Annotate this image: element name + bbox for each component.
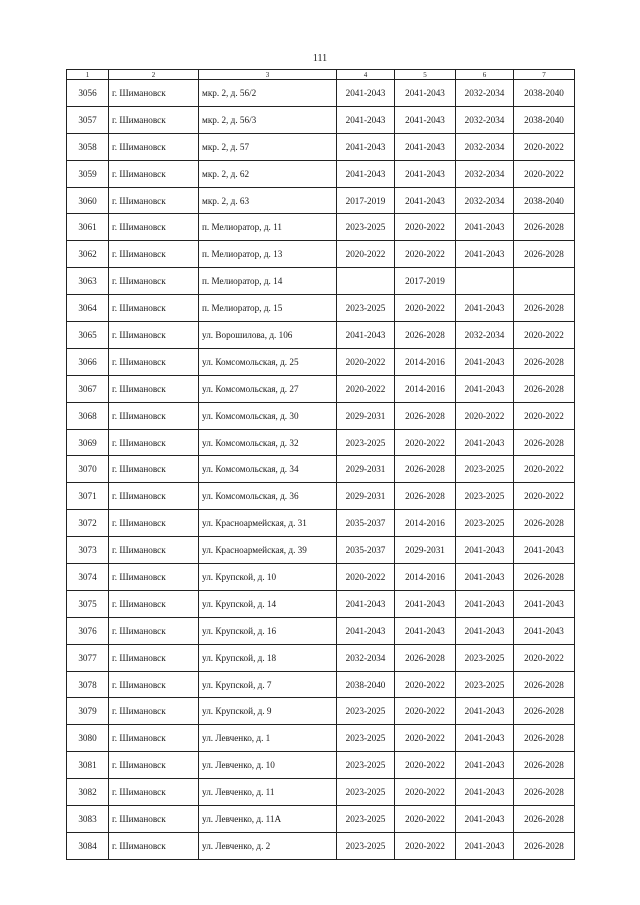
row-number: 3079 (67, 698, 109, 725)
period-col7-cell: 2041-2043 (514, 537, 575, 564)
row-number: 3060 (67, 187, 109, 214)
address-cell: п. Мелиоратор, д. 11 (199, 214, 337, 241)
row-number: 3071 (67, 483, 109, 510)
period-col5-cell: 2029-2031 (395, 537, 456, 564)
table-row (67, 510, 575, 537)
period-col7-cell: 2026-2028 (514, 564, 575, 591)
period-col4-cell: 2023-2025 (337, 698, 395, 725)
period-col6-cell: 2023-2025 (456, 483, 514, 510)
period-col4-cell: 2023-2025 (337, 295, 395, 322)
period-col5-cell: 2020-2022 (395, 671, 456, 698)
row-number: 3066 (67, 348, 109, 375)
period-col7-cell: 2020-2022 (514, 160, 575, 187)
city-cell: г. Шимановск (109, 295, 199, 322)
row-number: 3070 (67, 456, 109, 483)
address-cell: мкр. 2, д. 62 (199, 160, 337, 187)
period-col6-cell: 2041-2043 (456, 295, 514, 322)
row-number: 3083 (67, 806, 109, 833)
column-number-4: 4 (337, 70, 395, 80)
address-cell: ул. Левченко, д. 11 (199, 779, 337, 806)
period-col4-cell: 2020-2022 (337, 564, 395, 591)
table-row (67, 268, 575, 295)
period-col4-cell: 2032-2034 (337, 644, 395, 671)
period-col4-cell: 2023-2025 (337, 752, 395, 779)
period-col4-cell: 2023-2025 (337, 832, 395, 859)
period-col4-cell: 2041-2043 (337, 160, 395, 187)
period-col7-cell: 2026-2028 (514, 510, 575, 537)
table-row (67, 806, 575, 833)
period-col5-cell: 2014-2016 (395, 564, 456, 591)
period-col4-cell: 2041-2043 (337, 590, 395, 617)
row-number: 3065 (67, 322, 109, 349)
table-row (67, 671, 575, 698)
period-col6-cell (456, 268, 514, 295)
table-row (67, 617, 575, 644)
period-col5-cell: 2020-2022 (395, 429, 456, 456)
period-col5-cell: 2020-2022 (395, 295, 456, 322)
address-cell: ул. Красноармейская, д. 39 (199, 537, 337, 564)
period-col6-cell: 2041-2043 (456, 779, 514, 806)
row-number: 3072 (67, 510, 109, 537)
column-number-6: 6 (456, 70, 514, 80)
period-col5-cell: 2041-2043 (395, 133, 456, 160)
city-cell: г. Шимановск (109, 322, 199, 349)
table-row (67, 160, 575, 187)
period-col5-cell: 2041-2043 (395, 590, 456, 617)
period-col4-cell: 2041-2043 (337, 106, 395, 133)
column-number-5: 5 (395, 70, 456, 80)
table-row (67, 698, 575, 725)
city-cell: г. Шимановск (109, 160, 199, 187)
city-cell: г. Шимановск (109, 537, 199, 564)
city-cell: г. Шимановск (109, 564, 199, 591)
period-col7-cell: 2020-2022 (514, 322, 575, 349)
row-number: 3061 (67, 214, 109, 241)
period-col4-cell: 2029-2031 (337, 456, 395, 483)
period-col7-cell: 2026-2028 (514, 806, 575, 833)
city-cell: г. Шимановск (109, 375, 199, 402)
period-col5-cell: 2020-2022 (395, 698, 456, 725)
address-cell: ул. Комсомольская, д. 30 (199, 402, 337, 429)
period-col7-cell: 2026-2028 (514, 698, 575, 725)
row-number: 3062 (67, 241, 109, 268)
period-col6-cell: 2041-2043 (456, 617, 514, 644)
page-number: 111 (312, 53, 328, 64)
period-col6-cell: 2023-2025 (456, 671, 514, 698)
period-col7-cell: 2038-2040 (514, 80, 575, 107)
period-col5-cell: 2020-2022 (395, 806, 456, 833)
city-cell: г. Шимановск (109, 80, 199, 107)
column-number-2: 2 (109, 70, 199, 80)
table-row (67, 429, 575, 456)
period-col6-cell: 2041-2043 (456, 214, 514, 241)
period-col7-cell: 2038-2040 (514, 187, 575, 214)
city-cell: г. Шимановск (109, 133, 199, 160)
period-col6-cell: 2032-2034 (456, 106, 514, 133)
city-cell: г. Шимановск (109, 429, 199, 456)
period-col5-cell: 2026-2028 (395, 644, 456, 671)
period-col6-cell: 2023-2025 (456, 510, 514, 537)
address-cell: ул. Крупской, д. 16 (199, 617, 337, 644)
period-col7-cell (514, 268, 575, 295)
city-cell: г. Шимановск (109, 214, 199, 241)
period-col6-cell: 2041-2043 (456, 241, 514, 268)
period-col7-cell: 2026-2028 (514, 375, 575, 402)
city-cell: г. Шимановск (109, 510, 199, 537)
row-number: 3076 (67, 617, 109, 644)
address-cell: ул. Комсомольская, д. 32 (199, 429, 337, 456)
period-col4-cell: 2035-2037 (337, 510, 395, 537)
period-col4-cell: 2020-2022 (337, 375, 395, 402)
row-number: 3075 (67, 590, 109, 617)
city-cell: г. Шимановск (109, 725, 199, 752)
period-col6-cell: 2041-2043 (456, 537, 514, 564)
period-col4-cell: 2017-2019 (337, 187, 395, 214)
period-col5-cell: 2014-2016 (395, 510, 456, 537)
row-number: 3059 (67, 160, 109, 187)
address-cell: мкр. 2, д. 56/3 (199, 106, 337, 133)
table-row (67, 187, 575, 214)
period-col7-cell: 2020-2022 (514, 133, 575, 160)
row-number: 3057 (67, 106, 109, 133)
period-col5-cell: 2026-2028 (395, 456, 456, 483)
address-cell: ул. Крупской, д. 10 (199, 564, 337, 591)
period-col6-cell: 2023-2025 (456, 644, 514, 671)
period-col7-cell: 2026-2028 (514, 241, 575, 268)
period-col5-cell: 2026-2028 (395, 402, 456, 429)
table-row (67, 402, 575, 429)
row-number: 3067 (67, 375, 109, 402)
table-row (67, 241, 575, 268)
period-col7-cell: 2020-2022 (514, 644, 575, 671)
period-col6-cell: 2032-2034 (456, 187, 514, 214)
address-cell: мкр. 2, д. 57 (199, 133, 337, 160)
period-col7-cell: 2041-2043 (514, 590, 575, 617)
row-number: 3068 (67, 402, 109, 429)
period-col4-cell: 2041-2043 (337, 617, 395, 644)
period-col6-cell: 2041-2043 (456, 348, 514, 375)
address-cell: п. Мелиоратор, д. 14 (199, 268, 337, 295)
address-cell: ул. Комсомольская, д. 36 (199, 483, 337, 510)
city-cell: г. Шимановск (109, 832, 199, 859)
period-col7-cell: 2026-2028 (514, 725, 575, 752)
period-col6-cell: 2032-2034 (456, 160, 514, 187)
table-row (67, 214, 575, 241)
table-row (67, 295, 575, 322)
table-row (67, 564, 575, 591)
city-cell: г. Шимановск (109, 241, 199, 268)
row-number: 3082 (67, 779, 109, 806)
city-cell: г. Шимановск (109, 698, 199, 725)
table-body (67, 80, 575, 860)
address-cell: п. Мелиоратор, д. 15 (199, 295, 337, 322)
period-col7-cell: 2026-2028 (514, 295, 575, 322)
period-col5-cell: 2014-2016 (395, 375, 456, 402)
period-col5-cell: 2020-2022 (395, 752, 456, 779)
period-col5-cell: 2020-2022 (395, 725, 456, 752)
row-number: 3073 (67, 537, 109, 564)
city-cell: г. Шимановск (109, 106, 199, 133)
city-cell: г. Шимановск (109, 671, 199, 698)
period-col6-cell: 2032-2034 (456, 133, 514, 160)
period-col6-cell: 2041-2043 (456, 375, 514, 402)
period-col7-cell: 2038-2040 (514, 106, 575, 133)
period-col6-cell: 2041-2043 (456, 698, 514, 725)
period-col5-cell: 2020-2022 (395, 214, 456, 241)
table-row (67, 779, 575, 806)
city-cell: г. Шимановск (109, 752, 199, 779)
period-col4-cell: 2041-2043 (337, 133, 395, 160)
city-cell: г. Шимановск (109, 483, 199, 510)
period-col6-cell: 2032-2034 (456, 322, 514, 349)
address-cell: ул. Левченко, д. 10 (199, 752, 337, 779)
table-row (67, 348, 575, 375)
address-cell: ул. Крупской, д. 9 (199, 698, 337, 725)
row-number: 3078 (67, 671, 109, 698)
table-row (67, 456, 575, 483)
table-row (67, 537, 575, 564)
city-cell: г. Шимановск (109, 348, 199, 375)
table-header (67, 70, 575, 80)
table-row (67, 483, 575, 510)
period-col6-cell: 2041-2043 (456, 564, 514, 591)
city-cell: г. Шимановск (109, 617, 199, 644)
period-col6-cell: 2032-2034 (456, 80, 514, 107)
address-cell: ул. Левченко, д. 2 (199, 832, 337, 859)
period-col6-cell: 2041-2043 (456, 590, 514, 617)
period-col7-cell: 2020-2022 (514, 402, 575, 429)
city-cell: г. Шимановск (109, 187, 199, 214)
address-cell: мкр. 2, д. 56/2 (199, 80, 337, 107)
period-col6-cell: 2041-2043 (456, 752, 514, 779)
city-cell: г. Шимановск (109, 590, 199, 617)
address-cell: ул. Красноармейская, д. 31 (199, 510, 337, 537)
period-col5-cell: 2020-2022 (395, 832, 456, 859)
address-cell: ул. Комсомольская, д. 34 (199, 456, 337, 483)
city-cell: г. Шимановск (109, 268, 199, 295)
period-col4-cell: 2029-2031 (337, 402, 395, 429)
period-col4-cell: 2023-2025 (337, 429, 395, 456)
address-cell: ул. Левченко, д. 11А (199, 806, 337, 833)
period-col7-cell: 2026-2028 (514, 214, 575, 241)
period-col5-cell: 2041-2043 (395, 160, 456, 187)
period-col7-cell: 2020-2022 (514, 456, 575, 483)
period-col5-cell: 2014-2016 (395, 348, 456, 375)
header-row (67, 70, 575, 80)
period-col7-cell: 2041-2043 (514, 617, 575, 644)
period-col5-cell: 2041-2043 (395, 106, 456, 133)
period-col4-cell: 2035-2037 (337, 537, 395, 564)
address-cell: ул. Левченко, д. 1 (199, 725, 337, 752)
period-col6-cell: 2041-2043 (456, 832, 514, 859)
row-number: 3056 (67, 80, 109, 107)
city-cell: г. Шимановск (109, 644, 199, 671)
address-cell: п. Мелиоратор, д. 13 (199, 241, 337, 268)
period-col4-cell: 2023-2025 (337, 779, 395, 806)
city-cell: г. Шимановск (109, 806, 199, 833)
row-number: 3063 (67, 268, 109, 295)
row-number: 3080 (67, 725, 109, 752)
table-row (67, 725, 575, 752)
period-col7-cell: 2026-2028 (514, 832, 575, 859)
period-col5-cell: 2026-2028 (395, 483, 456, 510)
period-col7-cell: 2026-2028 (514, 348, 575, 375)
row-number: 3064 (67, 295, 109, 322)
column-number-1: 1 (67, 70, 109, 80)
table-row (67, 752, 575, 779)
period-col6-cell: 2023-2025 (456, 456, 514, 483)
table-row (67, 106, 575, 133)
registry-table (66, 69, 575, 860)
city-cell: г. Шимановск (109, 402, 199, 429)
address-cell: ул. Крупской, д. 14 (199, 590, 337, 617)
address-cell: мкр. 2, д. 63 (199, 187, 337, 214)
table-row (67, 832, 575, 859)
period-col4-cell (337, 268, 395, 295)
period-col5-cell: 2020-2022 (395, 779, 456, 806)
period-col4-cell: 2041-2043 (337, 80, 395, 107)
address-cell: ул. Крупской, д. 7 (199, 671, 337, 698)
period-col4-cell: 2038-2040 (337, 671, 395, 698)
period-col5-cell: 2041-2043 (395, 80, 456, 107)
table-row (67, 80, 575, 107)
address-cell: ул. Комсомольская, д. 25 (199, 348, 337, 375)
row-number: 3081 (67, 752, 109, 779)
period-col6-cell: 2041-2043 (456, 725, 514, 752)
period-col6-cell: 2041-2043 (456, 806, 514, 833)
row-number: 3069 (67, 429, 109, 456)
table-row (67, 322, 575, 349)
column-number-7: 7 (514, 70, 575, 80)
address-cell: ул. Ворошилова, д. 106 (199, 322, 337, 349)
period-col6-cell: 2041-2043 (456, 429, 514, 456)
table-row (67, 133, 575, 160)
period-col5-cell: 2020-2022 (395, 241, 456, 268)
table-row (67, 590, 575, 617)
row-number: 3074 (67, 564, 109, 591)
period-col4-cell: 2023-2025 (337, 214, 395, 241)
address-cell: ул. Крупской, д. 18 (199, 644, 337, 671)
row-number: 3058 (67, 133, 109, 160)
table-row (67, 644, 575, 671)
row-number: 3084 (67, 832, 109, 859)
row-number: 3077 (67, 644, 109, 671)
period-col6-cell: 2020-2022 (456, 402, 514, 429)
period-col4-cell: 2023-2025 (337, 725, 395, 752)
period-col5-cell: 2041-2043 (395, 617, 456, 644)
city-cell: г. Шимановск (109, 779, 199, 806)
period-col5-cell: 2017-2019 (395, 268, 456, 295)
period-col7-cell: 2026-2028 (514, 429, 575, 456)
period-col7-cell: 2026-2028 (514, 671, 575, 698)
period-col4-cell: 2020-2022 (337, 241, 395, 268)
period-col7-cell: 2026-2028 (514, 752, 575, 779)
period-col5-cell: 2026-2028 (395, 322, 456, 349)
period-col7-cell: 2026-2028 (514, 779, 575, 806)
period-col5-cell: 2041-2043 (395, 187, 456, 214)
period-col4-cell: 2020-2022 (337, 348, 395, 375)
period-col4-cell: 2029-2031 (337, 483, 395, 510)
period-col4-cell: 2041-2043 (337, 322, 395, 349)
city-cell: г. Шимановск (109, 456, 199, 483)
address-cell: ул. Комсомольская, д. 27 (199, 375, 337, 402)
period-col4-cell: 2023-2025 (337, 806, 395, 833)
period-col7-cell: 2020-2022 (514, 483, 575, 510)
column-number-3: 3 (199, 70, 337, 80)
table-row (67, 375, 575, 402)
